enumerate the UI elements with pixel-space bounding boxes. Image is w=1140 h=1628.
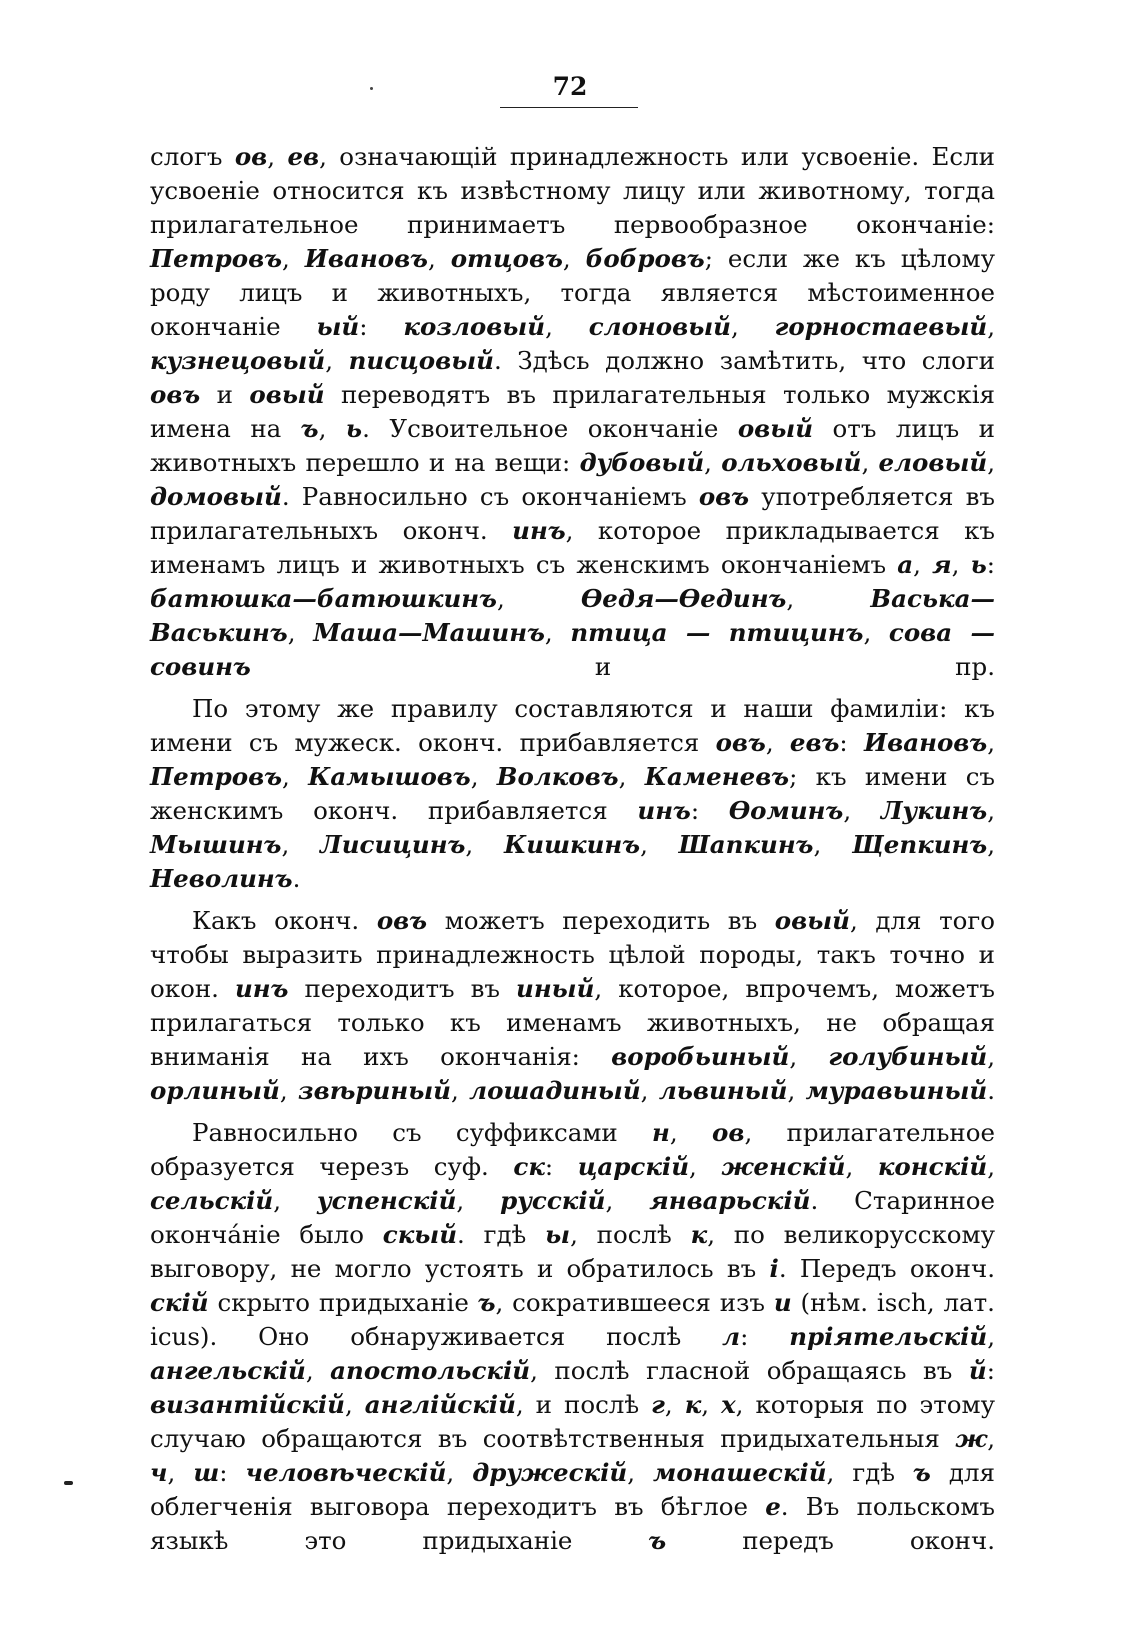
italic-term: Каменевъ — [644, 762, 790, 791]
italic-term: дружескій — [472, 1458, 628, 1487]
italic-term: еловый — [878, 448, 988, 477]
text-run: , — [287, 618, 314, 647]
italic-term: слоновый — [588, 312, 731, 341]
italic-term: ы — [545, 1220, 571, 1249]
italic-term: к — [684, 1390, 702, 1419]
text-run: . Старинное оконча́ніе было — [150, 1186, 996, 1249]
text-run: ; къ имени съ женскимъ оконч. прибавляется — [150, 762, 996, 825]
italic-term: успенскій — [316, 1186, 457, 1215]
italic-term: ж — [955, 1424, 988, 1453]
text-run: , гдѣ — [826, 1458, 914, 1487]
italic-term: писцовый — [348, 346, 494, 375]
text-run: , и послѣ — [515, 1390, 652, 1419]
body-text — [150, 140, 995, 1558]
italic-term: овый — [737, 414, 814, 443]
text-run: , — [987, 1322, 995, 1351]
text-run: , — [465, 830, 504, 859]
text-run: , — [344, 1390, 365, 1419]
paragraph-1 — [150, 140, 995, 684]
italic-term: и — [773, 1288, 792, 1317]
text-run: , — [987, 312, 996, 341]
text-run: для облегченія выговора переходитъ въ бѣглое — [150, 1458, 995, 1521]
text-run: , — [281, 830, 321, 859]
text-run: , — [669, 1118, 712, 1147]
italic-term: львиный — [658, 1076, 788, 1105]
margin-mark — [64, 1481, 73, 1485]
italic-term: Кишкинъ — [504, 830, 641, 859]
italic-term: й — [968, 1356, 987, 1385]
text-run: , — [427, 244, 451, 273]
text-run: , — [318, 414, 346, 443]
text-run: . Въ польскомъ языкѣ это придыханіе — [150, 1492, 995, 1555]
text-run: , — [843, 796, 881, 825]
text-run: и — [200, 380, 250, 409]
italic-term: январьскій — [649, 1186, 811, 1215]
text-run: , — [845, 1152, 878, 1181]
text-run: . — [292, 864, 301, 893]
text-run: , — [765, 728, 790, 757]
italic-term: Лисицинъ — [320, 830, 466, 859]
text-run: : — [359, 312, 404, 341]
italic-term: голубиный — [828, 1042, 988, 1071]
text-run: , — [627, 1458, 654, 1487]
text-run: , которыя по этому случаю обращаются въ соотвѣтственныя придыхательныя — [150, 1390, 996, 1453]
text-run: , — [605, 1186, 650, 1215]
paragraph-4 — [150, 1116, 995, 1558]
text-run: , — [689, 1152, 722, 1181]
text-run: , — [562, 244, 586, 273]
text-run: , — [640, 1076, 659, 1105]
text-run: , — [456, 1186, 501, 1215]
text-run: , которое, впрочемъ, можетъ прилагаться только къ именамъ животныхъ, не обращая вниманія на ихъ окончанія: — [150, 974, 995, 1071]
italic-term: овъ — [715, 728, 766, 757]
text-run: , — [618, 762, 645, 791]
text-run: , сократившееся изъ — [495, 1288, 774, 1317]
italic-term: инъ — [512, 516, 566, 545]
italic-term: ь — [345, 414, 363, 443]
italic-term: Ивановъ — [304, 244, 428, 273]
italic-term: ь — [970, 550, 987, 579]
italic-term: Шапкинъ — [678, 830, 814, 859]
text-run: , послѣ гласной обращаясь въ — [530, 1356, 969, 1385]
italic-term: ъ — [913, 1458, 931, 1487]
text-run: , — [787, 1076, 806, 1105]
text-run: , — [267, 142, 288, 171]
text-run: ; если же къ цѣлому роду лицъ и животныхъ, тогда является мѣстоименное окончаніе — [150, 244, 996, 341]
italic-term: ов — [234, 142, 268, 171]
text-run: , — [273, 1186, 317, 1215]
text-run: и пр. — [250, 652, 995, 681]
text-run: , — [786, 584, 871, 613]
italic-term: ъ — [300, 414, 319, 443]
italic-term: Лукинъ — [880, 796, 988, 825]
italic-term: сельскій — [150, 1186, 274, 1215]
italic-term: дубовый — [579, 448, 705, 477]
page-number-rule — [500, 107, 638, 108]
italic-term: птица — птицинъ — [570, 618, 864, 647]
italic-term: кузнецовый — [150, 346, 326, 375]
italic-term: монашескій — [653, 1458, 827, 1487]
italic-term: овый — [249, 380, 325, 409]
italic-term: воробьиный — [611, 1042, 790, 1071]
italic-term: Мышинъ — [150, 830, 282, 859]
italic-term: Камышовъ — [308, 762, 471, 791]
text-run: , — [325, 346, 349, 375]
italic-term: овъ — [698, 482, 750, 511]
italic-term: к — [690, 1220, 708, 1249]
text-run: , — [987, 830, 996, 859]
text-run: , — [861, 448, 879, 477]
italic-term: ъ — [477, 1288, 496, 1317]
text-run: передъ оконч. — [666, 1526, 995, 1555]
italic-term: е — [765, 1492, 781, 1521]
text-run: Какъ оконч. — [192, 906, 377, 935]
text-run: , для того чтобы выразить принадлежность цѣлой породы, такъ точно и окон. — [150, 906, 995, 1003]
italic-term: ск — [513, 1152, 545, 1181]
italic-term: пріятельскій — [789, 1322, 988, 1351]
paragraph-2 — [150, 692, 995, 896]
text-run: , — [664, 1390, 685, 1419]
text-run: слогъ — [150, 142, 235, 171]
text-run: , — [305, 1356, 331, 1385]
italic-term: евъ — [789, 728, 840, 757]
italic-term: козловый — [403, 312, 546, 341]
text-run: , — [863, 618, 889, 647]
italic-term: ов — [712, 1118, 745, 1147]
italic-term: н — [652, 1118, 670, 1147]
italic-term: Васька—Васькинъ — [150, 584, 996, 647]
italic-term: ольховый — [721, 448, 862, 477]
text-run: , — [813, 830, 853, 859]
text-run: , означающій принадлежность или усвоеніе. Если усвоеніе относится къ извѣстному лицу или животному, тогда прилагательное принимаетъ первообразное окончаніе: — [150, 142, 995, 239]
text-run: , — [640, 830, 679, 859]
italic-term: Маша—Машинъ — [313, 618, 545, 647]
italic-term: англійскій — [364, 1390, 516, 1419]
text-run: , — [987, 796, 995, 825]
text-run: , — [913, 550, 933, 579]
text-run: : — [544, 1152, 578, 1181]
text-run: , — [987, 728, 995, 757]
italic-term: домовый — [150, 482, 282, 511]
text-run: отъ лицъ и животныхъ перешло и на вещи: — [150, 414, 995, 477]
italic-term: л — [722, 1322, 741, 1351]
italic-term: Петровъ — [150, 244, 283, 273]
text-run: , — [282, 244, 305, 273]
text-run: : — [986, 1356, 995, 1385]
italic-term: византійскій — [150, 1390, 345, 1419]
text-run: . Равносильно съ окончаніемъ — [281, 482, 699, 511]
text-run: (нѣм. isch, лат. icus). Оно обнаруживается послѣ — [150, 1288, 995, 1351]
text-run: , — [167, 1458, 194, 1487]
italic-term: Ѳоминъ — [728, 796, 844, 825]
text-run: , — [789, 1042, 829, 1071]
italic-term: овъ — [150, 380, 201, 409]
italic-term: горностаевый — [774, 312, 988, 341]
italic-term: бобровъ — [585, 244, 705, 273]
italic-term: г — [651, 1390, 665, 1419]
text-run: . Здѣсь должно замѣтить, что слоги — [493, 346, 996, 375]
italic-term: і — [769, 1254, 779, 1283]
italic-term: Ѳедя—Ѳединъ — [580, 584, 787, 613]
italic-term: инъ — [637, 796, 691, 825]
italic-term: отцовъ — [450, 244, 563, 273]
italic-term: ангельскій — [150, 1356, 306, 1385]
italic-term: лошадиный — [469, 1076, 641, 1105]
text-run: : — [740, 1322, 790, 1351]
text-run: . Передъ оконч. — [778, 1254, 995, 1283]
italic-term: а — [897, 550, 914, 579]
italic-term: ъ — [648, 1526, 667, 1555]
text-run: , — [496, 584, 581, 613]
italic-term: иный — [516, 974, 595, 1003]
italic-term: ч — [150, 1458, 168, 1487]
italic-term: скый — [382, 1220, 458, 1249]
text-run: , — [987, 1152, 996, 1181]
text-run: можетъ переходить въ — [427, 906, 775, 935]
text-run: . — [987, 1076, 996, 1105]
italic-term: Ивановъ — [863, 728, 988, 757]
text-run: , — [704, 448, 722, 477]
text-run: , — [951, 550, 971, 579]
text-run: , — [470, 762, 497, 791]
text-run: : — [219, 1458, 246, 1487]
text-run: , — [446, 1458, 473, 1487]
italic-term: женскій — [721, 1152, 846, 1181]
text-run: употребляется въ прилагательныхъ оконч. — [150, 482, 995, 545]
italic-term: Щепкинъ — [852, 830, 988, 859]
text-run: : — [690, 796, 729, 825]
text-run: , послѣ — [570, 1220, 691, 1249]
italic-term: овъ — [376, 906, 428, 935]
italic-term: сова — совинъ — [150, 618, 996, 681]
text-run: , — [987, 1424, 995, 1453]
text-run: переводятъ въ прилагательныя только мужскія имена на — [150, 380, 996, 443]
text-run: , по великорусскому выговору, не могло устоять и обратилось въ — [150, 1220, 995, 1283]
text-run: : — [839, 728, 864, 757]
italic-term: русскій — [500, 1186, 606, 1215]
italic-term: конскій — [877, 1152, 988, 1181]
italic-term: орлиный — [150, 1076, 280, 1105]
italic-term: апостольскій — [330, 1356, 531, 1385]
italic-term: ев — [287, 142, 320, 171]
text-run: , — [545, 312, 589, 341]
text-run: , прилагательное образуется черезъ суф. — [150, 1118, 996, 1181]
text-run: , — [450, 1076, 470, 1105]
text-run: , — [730, 312, 775, 341]
text-run: : — [986, 550, 996, 579]
italic-term: х — [721, 1390, 736, 1419]
italic-term: Неволинъ — [150, 864, 293, 893]
italic-term: муравьиный — [805, 1076, 988, 1105]
italic-term: Волковъ — [496, 762, 619, 791]
text-run: По этому же правилу составляются и наши фамиліи: къ имени съ мужеск. оконч. прибавляется — [150, 694, 995, 757]
italic-term: ш — [193, 1458, 220, 1487]
italic-term: звѣриный — [297, 1076, 451, 1105]
italic-term: инъ — [234, 974, 289, 1003]
italic-term: батюшка—батюшкинъ — [150, 584, 497, 613]
text-run: , — [701, 1390, 722, 1419]
italic-term: ый — [316, 312, 360, 341]
text-run: , — [279, 1076, 298, 1105]
text-run: переходитъ въ — [288, 974, 516, 1003]
text-run: . Усвоительное окончаніе — [362, 414, 738, 443]
text-run: , которое прикладывается къ именамъ лицъ и животныхъ съ женскимъ окончаніемъ — [150, 516, 995, 579]
print-speck — [370, 87, 373, 90]
italic-term: овый — [774, 906, 850, 935]
italic-term: царскій — [577, 1152, 690, 1181]
text-run: скрыто придыханіе — [208, 1288, 478, 1317]
italic-term: скій — [150, 1288, 209, 1317]
italic-term: я — [932, 550, 952, 579]
page-number: 72 — [552, 72, 588, 101]
paragraph-3 — [150, 904, 995, 1108]
italic-term: Петровъ — [150, 762, 283, 791]
text-run: , — [544, 618, 571, 647]
italic-term: человѣческій — [245, 1458, 447, 1487]
text-run: . гдѣ — [457, 1220, 546, 1249]
text-run: , — [987, 1042, 995, 1071]
text-run: Равносильно съ суффиксами — [192, 1118, 653, 1147]
text-run: , — [987, 448, 995, 477]
text-run: , — [282, 762, 309, 791]
